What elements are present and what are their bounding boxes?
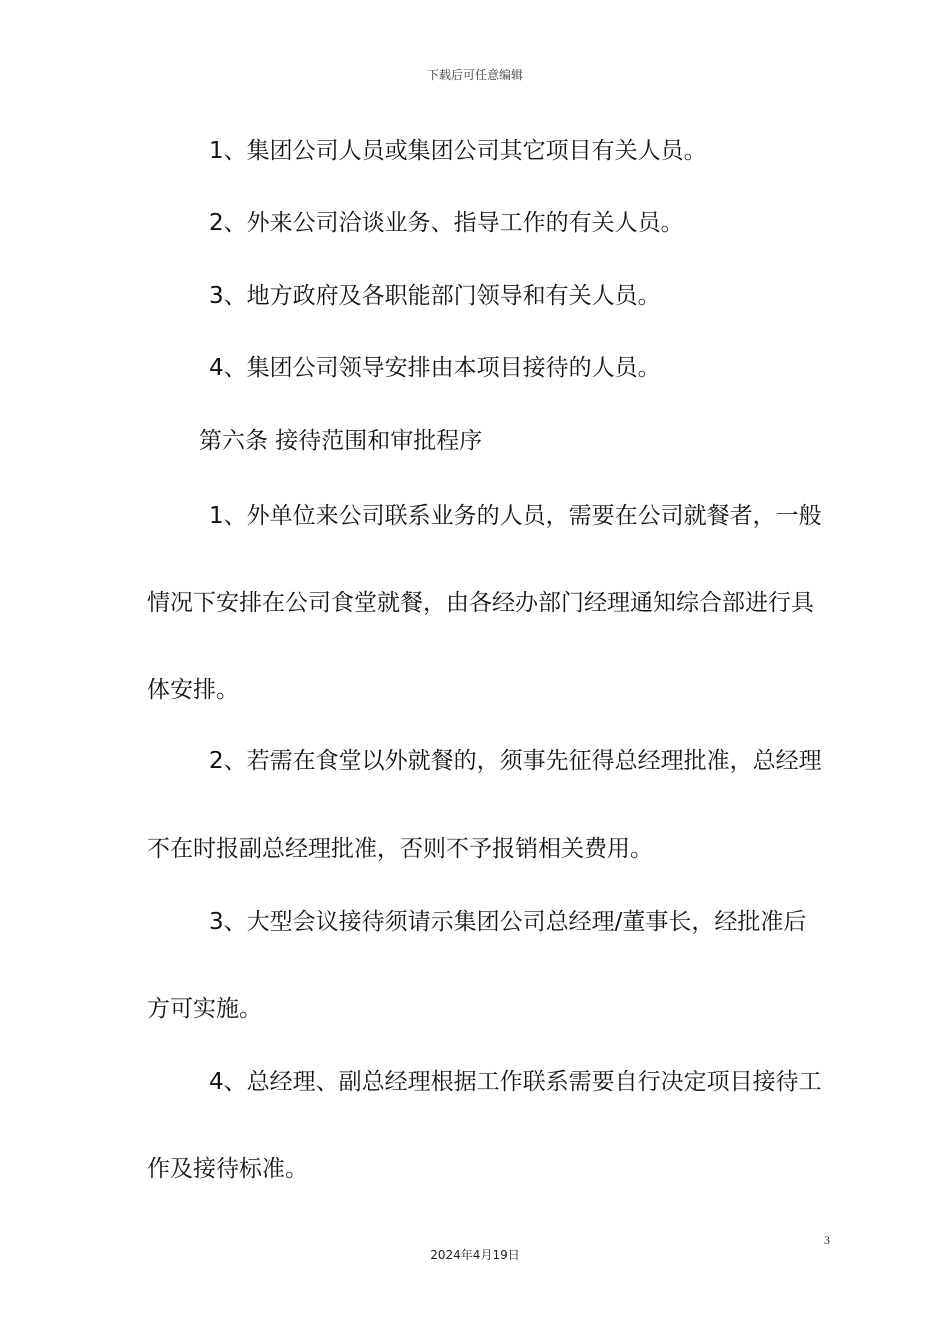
list-item-1: 1、集团公司人员或集团公司其它项目有关人员。 xyxy=(209,138,707,164)
page-header: 下载后可任意编辑 xyxy=(426,68,523,82)
page-number: 3 xyxy=(824,1233,830,1247)
section-heading: 第六条 接待范围和审批程序 xyxy=(199,428,483,454)
paragraph-3-line-2: 方可实施。 xyxy=(147,996,262,1022)
paragraph-2-line-1: 2、若需在食堂以外就餐的，须事先征得总经理批准，总经理 xyxy=(209,748,822,774)
paragraph-1-line-3: 体安排。 xyxy=(147,677,239,703)
list-item-3: 3、地方政府及各职能部门领导和有关人员。 xyxy=(209,283,661,309)
list-item-4: 4、集团公司领导安排由本项目接待的人员。 xyxy=(209,355,661,381)
page-footer-date: 2024年4月19日 xyxy=(430,1248,520,1262)
paragraph-1-line-1: 1、外单位来公司联系业务的人员，需要在公司就餐者，一般 xyxy=(209,503,822,529)
list-item-2: 2、外来公司洽谈业务、指导工作的有关人员。 xyxy=(209,210,684,236)
paragraph-2-line-2: 不在时报副总经理批准，否则不予报销相关费用。 xyxy=(147,836,653,862)
paragraph-1-line-2: 情况下安排在公司食堂就餐，由各经办部门经理通知综合部进行具 xyxy=(147,590,814,616)
paragraph-4-line-1: 4、总经理、副总经理根据工作联系需要自行决定项目接待工 xyxy=(209,1069,822,1095)
paragraph-3-line-1: 3、大型会议接待须请示集团公司总经理/董事长，经批准后 xyxy=(209,909,807,935)
paragraph-4-line-2: 作及接待标准。 xyxy=(147,1156,308,1182)
